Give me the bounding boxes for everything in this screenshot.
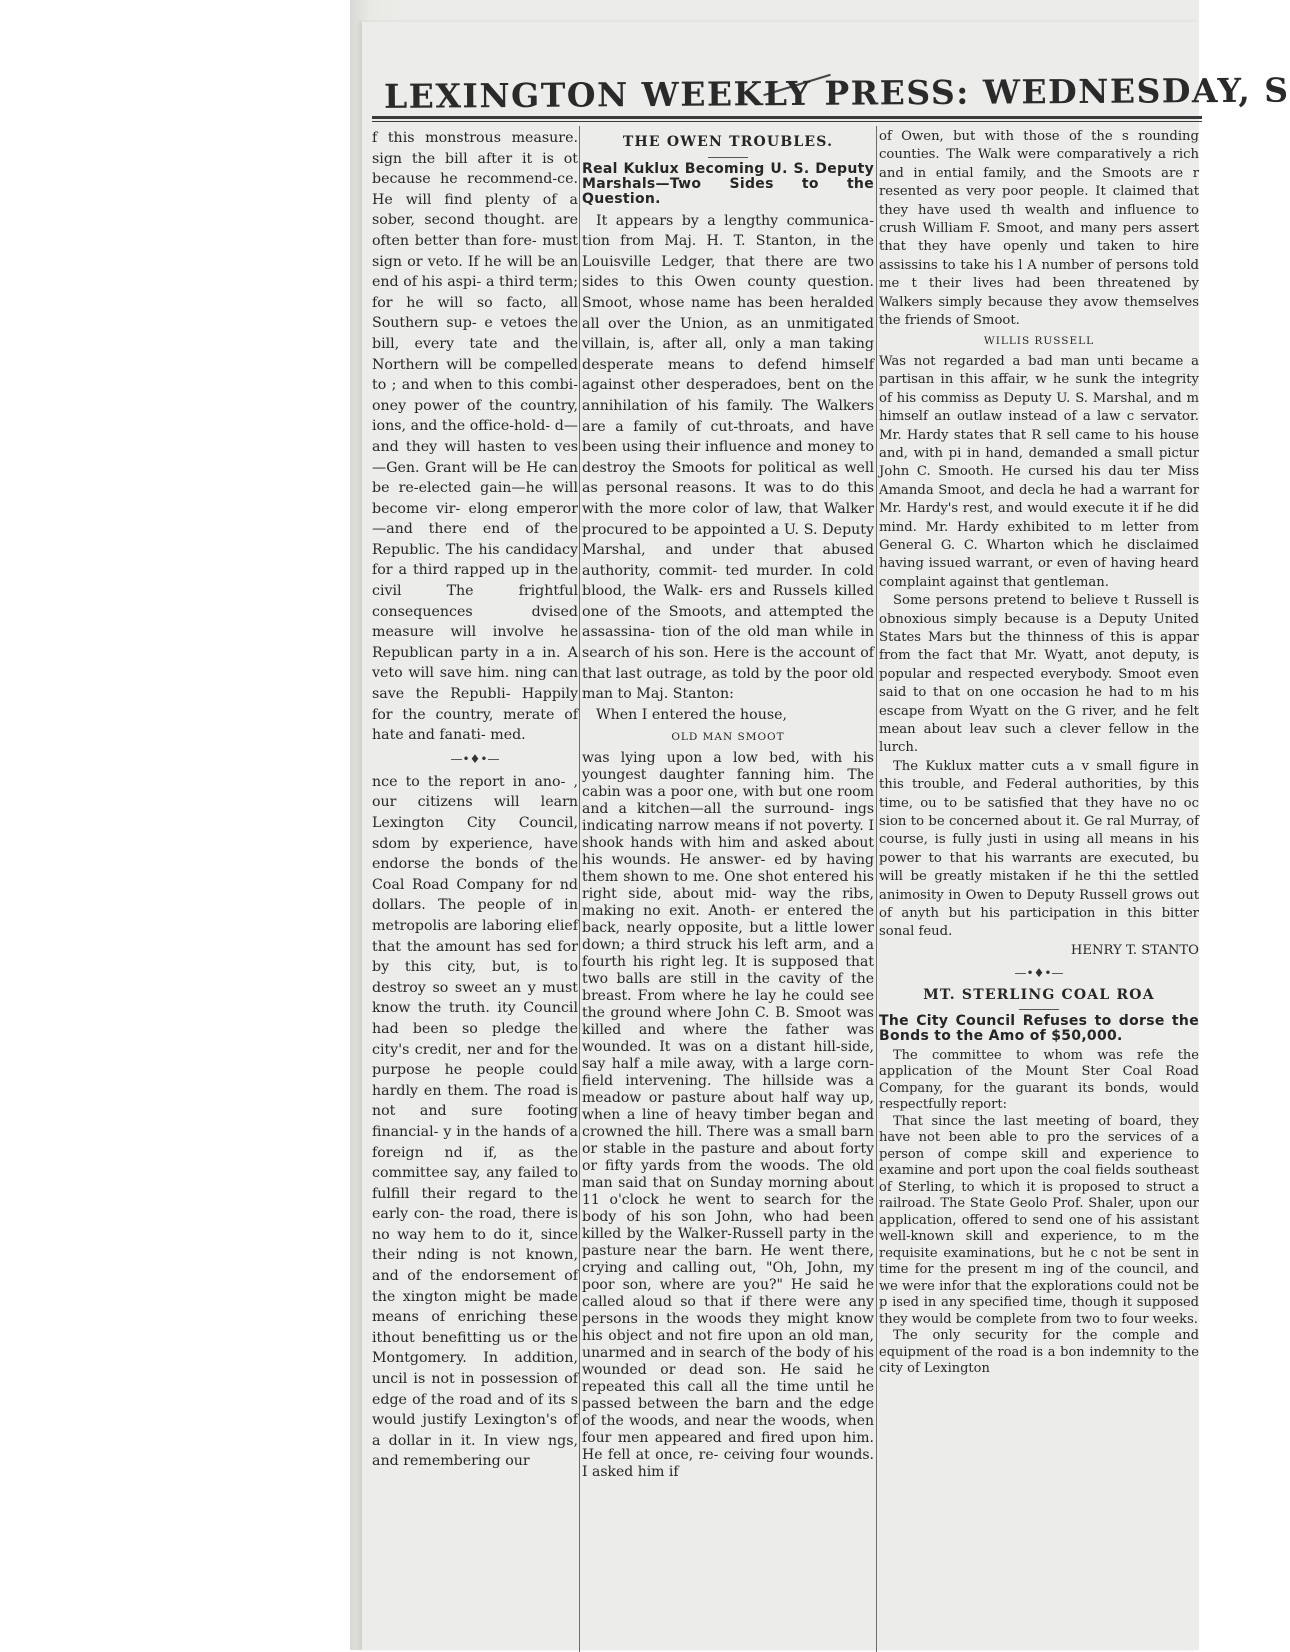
masthead-rule-thin xyxy=(372,121,1202,122)
article-paragraph: f this monstrous measure. sign the bill after it is ot because he recommend-ce. He will find plenty of a sober, second thought. are often better than fore- must sign or veto. If he will be an end of his aspi- a third term; for he will so facto, all Southern sup- e vetoes the bill, every tate and the Northern will be compelled to ; and when to this combi- oney power of the country, ions, and the office-hold- d—and they will hasten to ves—Gen. Grant will be He can be re-elected gain—he will become vir- elong emperor—and there end of the Republic. The his candidacy for a third rapped up in the civil The frightful consequences dvised measure will involve he Republican party in a in. A veto will save him. ning can save the Republi- Happily for the country, merate of hate and fanati- med. xyxy=(372,130,578,744)
article-paragraph: nce to the report in ano- , our citizens will learn Lexington City Council, sdom by experience, have endorse the bonds of the Coal Road Company for nd dollars. The people of in metropolis are laboring elief that the amount has sed for by this city, but, is to destroy so sweet an y must know the truth. ity Council had been so pledge the city's credit, ner and for the purpose he people could hardly en them. The road is not and sure footing financial- y in the hands of a foreign nd if, as the committee say, any failed to fulfill their regard to the early con- the road, there is no way hem to do it, since their nding is not known, and of the endorsement of the xington might be made means of enriching these ithout benefitting us or the Montgomery. In addition, uncil is not in possession of edge of the road and of its s would justify Lexington's of a dollar in it. In view ngs, and remembering our xyxy=(372,773,578,1470)
article-heading: THE OWEN TROUBLES. xyxy=(622,134,834,150)
ornament-divider: —•♦•— xyxy=(450,751,500,766)
masthead-rule xyxy=(372,116,1202,119)
article-paragraph: The Kuklux matter cuts a v small figure in this trouble, and Federal authorities, by this time, ou to be satisfied that they have no oc sion to be concerned about it. Ge ral Murray, of course, is fully justi in using all means in his power to that his warrants are executed, bu will be greatly mistaken if he thi the settled animosity in Owen to Deputy Russell grows out of anyth but his participation in this bitter sonal feud. xyxy=(879,758,1199,940)
column-1 xyxy=(372,128,578,1650)
masthead: LEXINGTON WEEKLY PRESS: WEDNESDAY, S xyxy=(383,70,1290,116)
article-subheading: Real Kuklux Becoming U. S. Deputy Marshals—Two Sides to the Question. xyxy=(582,160,874,207)
article-paragraph: That since the last meeting of board, they have not been able to pro the services of a person of compe skill and experience to examine and port upon the coal fields southeast of Sterling, to which it is proposed to struct a railroad. The State Geolo Prof. Shaler, upon our application, offered to send one of his assistant well-known skill and experience, to m the requisite examinations, but he c not be sent in time for the present m ing of the council, and we were infor that the explorations could not be p ised in any specified time, though it supposed they would be complete from two to four weeks. xyxy=(879,1113,1199,1327)
article-paragraph: Was not regarded a bad man unti became a partisan in this affair, w he sunk the integrity of his commiss as Deputy U. S. Marshal, and m himself an outlaw instead of a law c servator. Mr. Hardy states that R sell came to his house and, with pi in hand, demanded a small pictur John C. Smooth. He cursed his dau ter Miss Amanda Smoot, and decla he had a warrant for Mr. Hardy's rest, and would execute it if he did mind. Mr. Hardy exhibited to m letter from General G. C. Wharton which he disclaimed having issued warrant, or even of having heard complaint against that gentleman. xyxy=(879,353,1199,590)
article-paragraph: It appears by a lengthy communica- tion from Maj. H. T. Stanton, in the Louisville Ledger, that there are two sides to this Owen county question. Smoot, whose name has been heralded all over the Union, as an unmitigated villain, is, after all, only a man taking desperate means to defend himself against other desperadoes, bent on the annihilation of his family. The Walkers are a family of cut-throats, and have been using their influence and money to destroy the Smoots for political as well as personal reasons. It was to do this with the more color of law, that Walker procured to be appointed a U. S. Deputy Marshal, and under that abused authority, commit- ted murder. In cold blood, the Walk- ers and Russels killed one of the Smoots, and attempted the assassina- tion of the old man while in search of his son. Here is the account of that last outrage, as told by the poor old man to Maj. Stanton: xyxy=(582,212,874,703)
section-subhead: OLD MAN SMOOT xyxy=(671,731,785,744)
column-2 xyxy=(582,128,874,1650)
ornament-divider: —•♦•— xyxy=(1014,966,1064,981)
column-divider xyxy=(876,126,877,1652)
column-divider xyxy=(579,126,580,1652)
article-paragraph: The committee to whom was refe the application of the Mount Ster Coal Road Company, for the guarant its bonds, would respectfully report: xyxy=(879,1047,1199,1113)
article-paragraph: Some persons pretend to believe t Russell is obnoxious simply because is a Deputy United States Mars but the thinness of this is appar from the fact that Mr. Wyatt, anot deputy, is popular and respected everybody. Smoot even said to that on one occasion he had to m his escape from Wyatt on the G river, and he felt mean about leav such a clever fellow in the lurch. xyxy=(879,593,1199,756)
article-paragraph: When I entered the house, xyxy=(596,706,788,723)
heading-dash xyxy=(708,157,748,158)
article-heading: MT. STERLING COAL ROA xyxy=(923,987,1155,1004)
section-subhead: WILLIS RUSSELL xyxy=(983,335,1095,348)
article-paragraph: of Owen, but with those of the s rounding counties. The Walk were comparatively a rich and in ential family, and the Smoots are r resented as very poor people. It claimed that they have used th wealth and influence to crush William F. Smoot, and many pers assert that they have openly und taken to hire assissins to take his l A number of persons told me t their lives had been threatened by Walkers simply because they avow themselves the friends of Smoot. xyxy=(879,129,1199,329)
column-3 xyxy=(879,128,1199,1650)
newspaper-page xyxy=(362,22,1290,1650)
article-paragraph: was lying upon a low bed, with his youngest daughter fanning him. The cabin was a poor one, with but one room and a kitchen—all the surround- ings indicating narrow means if not poverty. I shook hands with him and asked about his wounds. He answer- ed by having them shown to me. One shot entered his right side, about mid- way the ribs, making no exit. Anoth- er entered the back, nearly opposite, but a little lower down; a third struck his left arm, and a fourth his right leg. It is supposed that two balls are still in the cavity of the breast. From where he lay he could see the ground where John C. B. Smoot was killed and where the father was wounded. It was on a distant hill-side, say half a mile away, with a large corn-field intervening. The hillside was a meadow or pasture about half way up, when a line of heavy timber began and crowned the hill. There was a small barn or stable in the pasture and about forty or fifty yards from the woods. The old man said that on Sunday morning about 11 o'clock he went to search for the body of his son John, who had been killed by the Walker-Russell party in the pasture near the barn. He went there, crying and calling out, "Oh, John, my poor son, where are you?" He said he called aloud so that if there were any persons in the woods they might know his object and not fire upon an old man, unarmed and in search of the body of his wounded or dead son. He said he repeated this call all the time until he passed between the barn and the edge of the woods, and near the woods, when four men appeared and fired upon him. He fell at once, re- ceiving four wounds. I asked him if xyxy=(582,750,874,1481)
author-signature: HENRY T. STANTO xyxy=(1070,942,1199,958)
article-subheading: The City Council Refuses to dorse the Bonds to the Amo of $50,000. xyxy=(879,1012,1199,1044)
heading-dash xyxy=(1019,1009,1059,1010)
article-paragraph: The only security for the comple and equipment of the road is a bon indemnity to the city of Lexington xyxy=(879,1328,1199,1377)
